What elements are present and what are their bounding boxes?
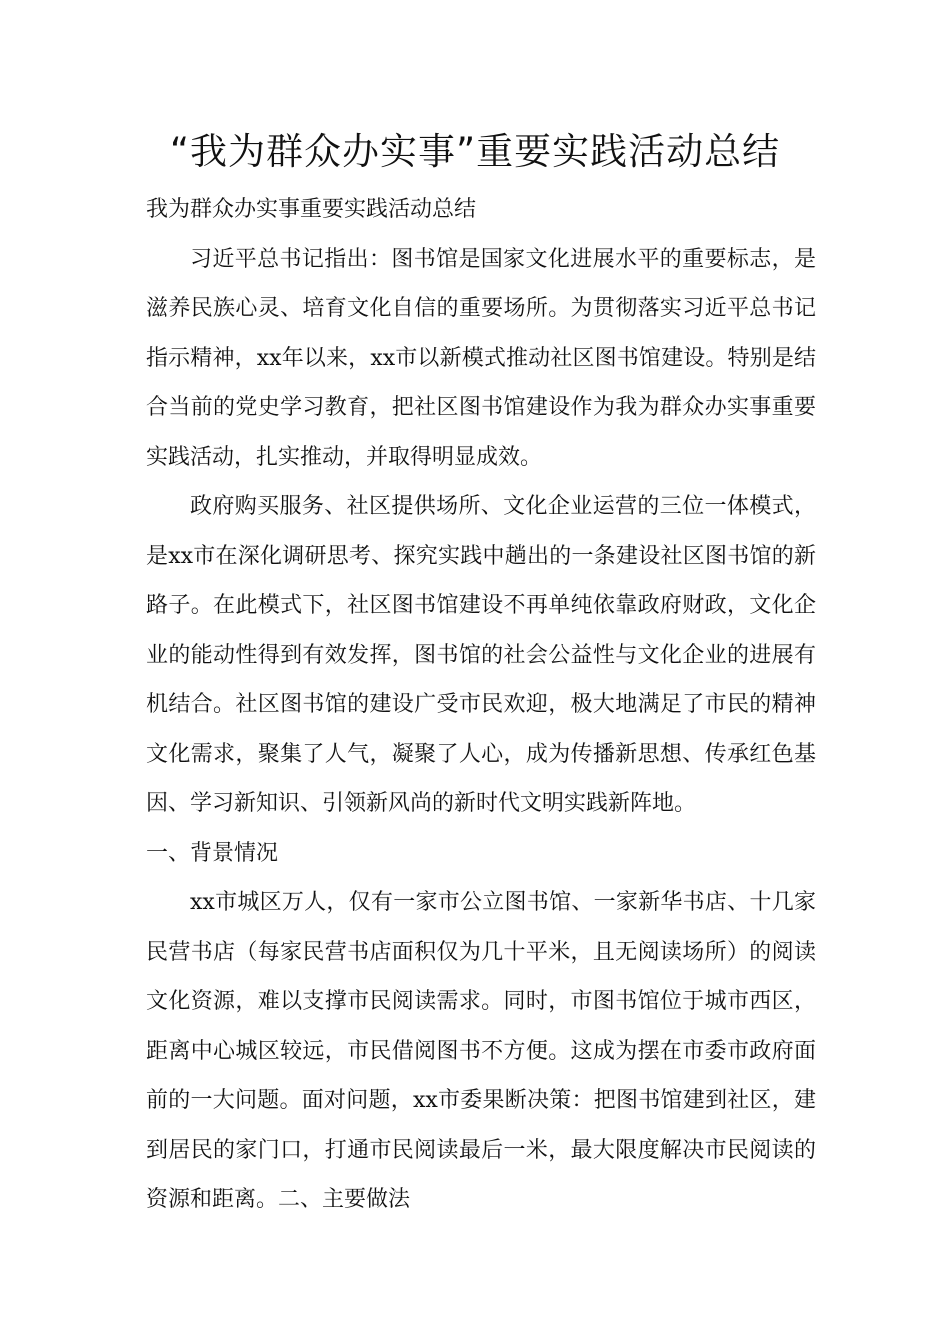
paragraph-model: 政府购买服务、社区提供场所、文化企业运营的三位一体模式，是xx市在深化调研思考、探究实践中趟出的一条建设社区图书馆的新路子。在此模式下，社区图书馆建设不再单纯依靠政府财政，文化企业的能动性得到有效发挥，图书馆的社会公益性与文化企业的进展有机结合。社区图书馆的建设广受市民欢迎，极大地满足了市民的精神文化需求，聚集了人气，凝聚了人心，成为传播新思想、传承红色基因、学习新知识、引领新风尚的新时代文明实践新阵地。 <box>146 494 816 816</box>
paragraph-intro: 习近平总书记指出：图书馆是国家文化进展水平的重要标志，是滋养民族心灵、培育文化自信的重要场所。为贯彻落实习近平总书记指示精神，xx年以来，xx市以新模式推动社区图书馆建设。特别是结合当前的党史学习教育，把社区图书馆建设作为我为群众办实事重要实践活动，扎实推动，并取得明显成效。 <box>146 246 816 470</box>
document-subtitle: 我为群众办实事重要实践活动总结 <box>146 197 477 222</box>
section-heading-background: 一、背景情况 <box>146 840 279 866</box>
document-body <box>146 185 816 1225</box>
document-title: “我为群众办实事”重要实践活动总结 <box>169 130 781 173</box>
paragraph-background: xx市城区万人，仅有一家市公立图书馆、一家新华书店、十几家民营书店（每家民营书店面积仅为几十平米，且无阅读场所）的阅读文化资源，难以支撑市民阅读需求。同时，市图书馆位于城市西区，距离中心城区较远，市民借阅图书不方便。这成为摆在市委市政府面前的一大问题。面对问题，xx市委果断决策：把图书馆建到社区，建到居民的家门口，打通市民阅读最后一米，最大限度解决市民阅读的资源和距离。二、主要做法 <box>146 890 816 1212</box>
